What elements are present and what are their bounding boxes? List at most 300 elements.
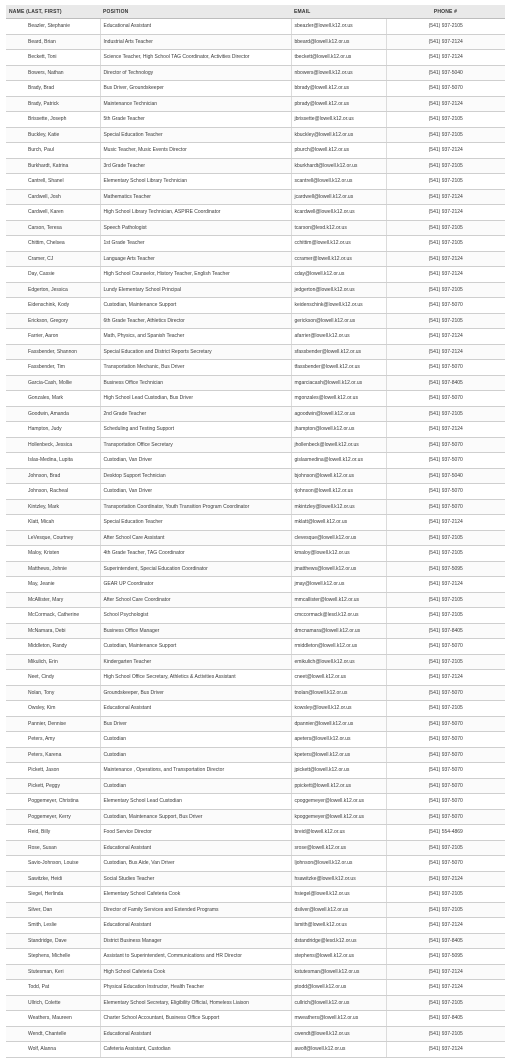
email-cell[interactable]: kcardwell@lowell.k12.or.us [291,205,386,221]
name-cell: Gonzales, Mark [6,391,100,407]
email-cell[interactable]: dpannier@lowell.k12.or.us [291,716,386,732]
table-row [6,437,505,453]
header-phone: PHONE # [386,5,505,19]
table-row [6,298,505,314]
position-cell: After School Care Assistant [100,530,291,546]
phone-cell: (541) 937-2124 [386,1042,505,1058]
phone-cell: (541) 937-5070 [386,809,505,825]
position-cell: Transportation Office Secretary [100,437,291,453]
phone-cell: (541) 937-5095 [386,561,505,577]
name-cell: Carson, Teresa [6,220,100,236]
table-row [6,205,505,221]
phone-cell: (541) 937-2124 [386,918,505,934]
name-cell: Kintzley, Mark [6,499,100,515]
name-cell: Reid, Billy [6,825,100,841]
position-cell: 2nd Grade Teacher [100,406,291,422]
phone-cell: (541) 937-5070 [386,794,505,810]
table-row [6,313,505,329]
phone-cell: (541) 937-5070 [386,778,505,794]
table-row [6,251,505,267]
name-cell: McNamara, Debi [6,623,100,639]
phone-cell: (541) 937-5070 [386,856,505,872]
table-body [6,19,505,1058]
phone-cell: (541) 937-2105 [386,127,505,143]
email-cell[interactable]: kpeters@lowell.k12.or.us [291,747,386,763]
position-cell: 5th Grade Teacher [100,112,291,128]
position-cell: Physical Education Instructor, Health Teacher [100,980,291,996]
email-cell[interactable]: jedgerton@lowell.k12.or.us [291,282,386,298]
email-cell[interactable]: jmatthews@lowell.k12.or.us [291,561,386,577]
phone-cell: (541) 937-5070 [386,437,505,453]
table-row [6,468,505,484]
table-row [6,530,505,546]
position-cell: Custodian [100,747,291,763]
position-cell: Educational Assistant [100,918,291,934]
email-cell[interactable]: nbowers@lowell.k12.or.us [291,65,386,81]
header-position: POSITION [100,5,291,19]
position-cell: Lundy Elementary School Principal [100,282,291,298]
phone-cell: (541) 937-2105 [386,546,505,562]
position-cell: Director of Family Services and Extended Programs [100,902,291,918]
table-row [6,546,505,562]
email-cell[interactable]: ljohnson@lowell.k12.or.us [291,856,386,872]
name-cell: Pickett, Jason [6,763,100,779]
phone-cell: (541) 937-5040 [386,468,505,484]
email-cell[interactable]: cullrich@lowell.k12.or.us [291,995,386,1011]
name-cell: Stephens, Michelle [6,949,100,965]
email-cell[interactable]: srose@lowell.k12.or.us [291,840,386,856]
phone-cell: (541) 937-2124 [386,329,505,345]
table-row [6,220,505,236]
name-cell: McAllister, Mary [6,592,100,608]
position-cell: Custodian, Van Driver [100,453,291,469]
phone-cell: (541) 937-2105 [386,220,505,236]
name-cell: Cramer, CJ [6,251,100,267]
phone-cell: (541) 937-8405 [386,375,505,391]
table-row [6,561,505,577]
table-row [6,189,505,205]
name-cell: Brady, Brad [6,81,100,97]
position-cell: Language Arts Teacher [100,251,291,267]
position-cell: Food Service Director [100,825,291,841]
position-cell: Maintenance , Operations, and Transportation Director [100,763,291,779]
table-row [6,329,505,345]
position-cell: Elementary School Secretary, Eligibility Official, Homeless Liaison [100,995,291,1011]
name-cell: Brady, Patrick [6,96,100,112]
position-cell: Custodian [100,778,291,794]
name-cell: Standridge, Dave [6,933,100,949]
table-row [6,484,505,500]
name-cell: Chittim, Chelsea [6,236,100,252]
name-cell: Stutesman, Keri [6,964,100,980]
name-cell: Erickson, Gregory [6,313,100,329]
email-cell[interactable]: ptodd@lowell.k12.or.us [291,980,386,996]
email-cell[interactable]: cneet@lowell.k12.or.us [291,670,386,686]
name-cell: Poggemeyer, Kerry [6,809,100,825]
position-cell: Charter School Accountant, Business Office Support [100,1011,291,1027]
email-cell[interactable]: cmccormack@lesd.k12.or.us [291,608,386,624]
table-row [6,871,505,887]
table-row [6,592,505,608]
table-row [6,391,505,407]
email-cell[interactable]: hsawitzke@lowell.k12.or.us [291,871,386,887]
position-cell: Custodian [100,732,291,748]
name-cell: Siegel, Herlinda [6,887,100,903]
phone-cell: (541) 937-5070 [386,747,505,763]
position-cell: Special Education Teacher [100,127,291,143]
phone-cell: (541) 937-5070 [386,732,505,748]
name-cell: Hollenbeck, Jessica [6,437,100,453]
position-cell: 1st Grade Teacher [100,236,291,252]
email-cell[interactable]: pburch@lowell.k12.or.us [291,143,386,159]
table-row [6,515,505,531]
phone-cell: (541) 937-2105 [386,592,505,608]
table-row [6,964,505,980]
name-cell: Middleton, Randy [6,639,100,655]
email-cell[interactable]: apeters@lowell.k12.or.us [291,732,386,748]
position-cell: Math, Physics, and Spanish Teacher [100,329,291,345]
email-cell[interactable]: afarrier@lowell.k12.or.us [291,329,386,345]
table-row [6,794,505,810]
table-row [6,81,505,97]
phone-cell: (541) 937-2124 [386,964,505,980]
name-cell: Islas-Medina, Lupita [6,453,100,469]
phone-cell: (541) 937-2105 [386,19,505,35]
position-cell: Business Office Manager [100,623,291,639]
name-cell: Peters, Karena [6,747,100,763]
email-cell[interactable]: kpoggemeyer@lowell.k12.or.us [291,809,386,825]
name-cell: May, Jeanie [6,577,100,593]
name-cell: Beard, Brian [6,34,100,50]
position-cell: Superintendent, Special Education Coordinator [100,561,291,577]
table-row [6,65,505,81]
email-cell[interactable]: dmcnamara@lowell.k12.or.us [291,623,386,639]
name-cell: Nolan, Tony [6,685,100,701]
name-cell: Wendt, Chantelle [6,1026,100,1042]
position-cell: District Business Manager [100,933,291,949]
position-cell: Elementary School Library Technician [100,174,291,190]
name-cell: Burch, Paul [6,143,100,159]
email-cell[interactable]: kowsley@lowell.k12.or.us [291,701,386,717]
phone-cell: (541) 937-2124 [386,96,505,112]
email-cell[interactable]: scantrell@lowell.k12.or.us [291,174,386,190]
name-cell: Cardwell, Josh [6,189,100,205]
name-cell: Ullrich, Colette [6,995,100,1011]
phone-cell: (541) 554-4869 [386,825,505,841]
phone-cell: (541) 937-8405 [386,623,505,639]
phone-cell: (541) 937-2124 [386,189,505,205]
email-cell[interactable]: bbrady@lowell.k12.or.us [291,81,386,97]
table-row [6,902,505,918]
name-cell: Fassbender, Tim [6,360,100,376]
email-cell[interactable]: cpoggemeyer@lowell.k12.or.us [291,794,386,810]
email-cell[interactable]: agoodwin@lowell.k12.or.us [291,406,386,422]
email-cell[interactable]: kmaloy@lowell.k12.or.us [291,546,386,562]
name-cell: Fassbender, Shannon [6,344,100,360]
table-row [6,406,505,422]
table-row [6,840,505,856]
email-cell[interactable]: bbeard@lowell.k12.or.us [291,34,386,50]
header-row [6,5,505,19]
position-cell: Custodian, Bus Aide, Van Driver [100,856,291,872]
phone-cell: (541) 937-5070 [386,763,505,779]
position-cell: Scheduling and Testing Support [100,422,291,438]
name-cell: Neet, Cindy [6,670,100,686]
name-cell: Beckett, Toni [6,50,100,66]
phone-cell: (541) 937-2105 [386,995,505,1011]
phone-cell: (541) 937-5070 [386,685,505,701]
phone-cell: (541) 937-2124 [386,422,505,438]
name-cell: Garcia-Cash, Mollie [6,375,100,391]
email-cell[interactable]: jhollenbeck@lowell.k12.or.us [291,437,386,453]
email-cell[interactable]: hsiegel@lowell.k12.or.us [291,887,386,903]
table-row [6,143,505,159]
name-cell: Mikulich, Erin [6,654,100,670]
table-row [6,809,505,825]
name-cell: Beazler, Stephanie [6,19,100,35]
position-cell: High School Office Secretary, Athletics & Activities Assistant [100,670,291,686]
table-row [6,933,505,949]
email-cell[interactable]: tbeckett@lowell.k12.or.us [291,50,386,66]
position-cell: Custodian, Maintenance Support [100,639,291,655]
email-cell[interactable]: tcarson@lesd.k12.or.us [291,220,386,236]
name-cell: Day, Cassie [6,267,100,283]
email-cell[interactable]: clevesque@lowell.k12.or.us [291,530,386,546]
position-cell: Speech Pathologist [100,220,291,236]
name-cell: Rose, Susan [6,840,100,856]
name-cell: Burkhardt, Katrina [6,158,100,174]
phone-cell: (541) 937-2124 [386,980,505,996]
email-cell[interactable]: mweathers@lowell.k12.or.us [291,1011,386,1027]
table-row [6,1026,505,1042]
email-cell[interactable]: jmay@lowell.k12.or.us [291,577,386,593]
position-cell: High School Counselor, History Teacher, English Teacher [100,267,291,283]
email-cell[interactable]: keidenschink@lowell.k12.or.us [291,298,386,314]
email-cell[interactable]: mgonzales@lowell.k12.or.us [291,391,386,407]
email-cell[interactable]: jpickett@lowell.k12.or.us [291,763,386,779]
phone-cell: (541) 937-2105 [386,701,505,717]
position-cell: Educational Assistant [100,19,291,35]
position-cell: Mathematics Teacher [100,189,291,205]
position-cell: High School Library Technician, ASPIRE Coordinator [100,205,291,221]
email-cell[interactable]: mklatt@lowell.k12.or.us [291,515,386,531]
position-cell: Educational Assistant [100,1026,291,1042]
name-cell: Cardwell, Karen [6,205,100,221]
table-row [6,453,505,469]
email-cell[interactable]: dstandridge@lesd.k12.or.us [291,933,386,949]
email-cell[interactable]: kburkhardt@lowell.k12.or.us [291,158,386,174]
position-cell: Music Teacher, Music Events Director [100,143,291,159]
name-cell: Todd, Pat [6,980,100,996]
email-cell[interactable]: mmcallister@lowell.k12.or.us [291,592,386,608]
table-row [6,701,505,717]
email-cell[interactable]: jbrissette@lowell.k12.or.us [291,112,386,128]
table-row [6,732,505,748]
email-cell[interactable]: ppickett@lowell.k12.or.us [291,778,386,794]
position-cell: Custodian, Van Driver [100,484,291,500]
email-cell[interactable]: stephens@lowell.k12.or.us [291,949,386,965]
table-row [6,995,505,1011]
name-cell: Johnson, Racheal [6,484,100,500]
email-cell[interactable]: sfassbender@lowell.k12.or.us [291,344,386,360]
table-header [6,5,505,19]
table-row [6,654,505,670]
phone-cell: (541) 937-2105 [386,902,505,918]
name-cell: Sawitzke, Heidi [6,871,100,887]
email-cell[interactable]: tfassbender@lowell.k12.or.us [291,360,386,376]
phone-cell: (541) 937-2124 [386,251,505,267]
phone-cell: (541) 937-2124 [386,344,505,360]
name-cell: Johnson, Brad [6,468,100,484]
position-cell: High School Lead Custodian, Bus Driver [100,391,291,407]
table-row [6,670,505,686]
name-cell: Cantrell, Shanel [6,174,100,190]
phone-cell: (541) 937-2124 [386,34,505,50]
phone-cell: (541) 937-5070 [386,499,505,515]
email-cell[interactable]: awolf@lowell.k12.or.us [291,1042,386,1058]
table-row [6,825,505,841]
table-row [6,639,505,655]
phone-cell: (541) 937-5070 [386,81,505,97]
table-row [6,716,505,732]
phone-cell: (541) 937-5095 [386,949,505,965]
table-row [6,949,505,965]
table-row [6,360,505,376]
phone-cell: (541) 937-8405 [386,1011,505,1027]
position-cell: GEAR UP Coordinator [100,577,291,593]
name-cell: Eidenschink, Kody [6,298,100,314]
name-cell: Hampton, Judy [6,422,100,438]
table-row [6,34,505,50]
phone-cell: (541) 937-2105 [386,282,505,298]
position-cell: Special Education and District Reports Secretary [100,344,291,360]
name-cell: Pannier, Dennise [6,716,100,732]
phone-cell: (541) 937-5070 [386,716,505,732]
table-row [6,158,505,174]
name-cell: Poggemeyer, Christina [6,794,100,810]
phone-cell: (541) 937-2105 [386,840,505,856]
table-row [6,499,505,515]
staff-table [6,5,505,1058]
phone-cell: (541) 937-5070 [386,453,505,469]
email-cell[interactable]: cwendt@lowell.k12.or.us [291,1026,386,1042]
phone-cell: (541) 937-2105 [386,887,505,903]
table-row [6,887,505,903]
name-cell: McCormack, Catherine [6,608,100,624]
phone-cell: (541) 937-2124 [386,267,505,283]
position-cell: Science Teacher, High School TAG Coordinator, Activities Director [100,50,291,66]
phone-cell: (541) 937-2105 [386,313,505,329]
email-cell[interactable]: ccramer@lowell.k12.or.us [291,251,386,267]
email-cell[interactable]: sbeazler@lowell.k12.or.us [291,19,386,35]
phone-cell: (541) 937-5070 [386,639,505,655]
position-cell: 6th Grade Teacher, Athletics Director [100,313,291,329]
email-cell[interactable]: lsmith@lowell.k12.or.us [291,918,386,934]
email-cell[interactable]: gerickson@lowell.k12.or.us [291,313,386,329]
position-cell: Director of Technology [100,65,291,81]
table-row [6,763,505,779]
name-cell: Edgerton, Jessica [6,282,100,298]
table-row [6,980,505,996]
position-cell: Kindergarten Teacher [100,654,291,670]
name-cell: Pickett, Peggy [6,778,100,794]
email-cell[interactable]: rmiddleton@lowell.k12.or.us [291,639,386,655]
email-cell[interactable]: gislasmedina@lowell.k12.or.us [291,453,386,469]
name-cell: Matthews, Johnie [6,561,100,577]
position-cell: Custodian, Maintenance Support, Bus Driver [100,809,291,825]
table-row [6,685,505,701]
position-cell: After School Care Coordinator [100,592,291,608]
phone-cell: (541) 937-2124 [386,577,505,593]
table-row [6,282,505,298]
position-cell: Assistant to Superintendent, Communications and HR Director [100,949,291,965]
name-cell: LeVesque, Courtney [6,530,100,546]
table-row [6,19,505,35]
position-cell: Special Education Teacher [100,515,291,531]
name-cell: Owsley, Kim [6,701,100,717]
email-cell[interactable]: kbuckley@lowell.k12.or.us [291,127,386,143]
email-cell[interactable]: jcardwell@lowell.k12.or.us [291,189,386,205]
name-cell: Savio-Johnson, Louise [6,856,100,872]
position-cell: Maintenance Technician [100,96,291,112]
name-cell: Smith, Leslie [6,918,100,934]
position-cell: 4th Grade Teacher, TAG Coordinator [100,546,291,562]
name-cell: Silver, Dan [6,902,100,918]
name-cell: Maloy, Kristen [6,546,100,562]
table-row [6,623,505,639]
phone-cell: (541) 937-2124 [386,143,505,159]
phone-cell: (541) 937-2124 [386,205,505,221]
staff-directory [6,5,505,1058]
phone-cell: (541) 937-2105 [386,654,505,670]
table-row [6,918,505,934]
phone-cell: (541) 937-2105 [386,174,505,190]
email-cell[interactable]: emikulich@lowell.k12.or.us [291,654,386,670]
table-row [6,577,505,593]
email-cell[interactable]: breid@lowell.k12.or.us [291,825,386,841]
email-cell[interactable]: cchittim@lowell.k12.or.us [291,236,386,252]
table-row [6,375,505,391]
phone-cell: (541) 937-2124 [386,50,505,66]
email-cell[interactable]: pbrady@lowell.k12.or.us [291,96,386,112]
position-cell: Elementary School Lead Custodian [100,794,291,810]
name-cell: Bowers, Nathan [6,65,100,81]
email-cell[interactable]: tnolan@lowell.k12.or.us [291,685,386,701]
email-cell[interactable]: mkintzley@lowell.k12.or.us [291,499,386,515]
phone-cell: (541) 937-2105 [386,236,505,252]
table-row [6,267,505,283]
phone-cell: (541) 937-5040 [386,65,505,81]
phone-cell: (541) 937-2105 [386,1026,505,1042]
email-cell[interactable]: bjohnson@lowell.k12.or.us [291,468,386,484]
header-name: NAME (LAST, FIRST) [6,5,100,19]
phone-cell: (541) 937-5070 [386,391,505,407]
phone-cell: (541) 937-5070 [386,484,505,500]
email-cell[interactable]: rjohnson@lowell.k12.or.us [291,484,386,500]
email-cell[interactable]: cday@lowell.k12.or.us [291,267,386,283]
phone-cell: (541) 937-2105 [386,608,505,624]
table-row [6,856,505,872]
email-cell[interactable]: jhampton@lowell.k12.or.us [291,422,386,438]
name-cell: Brissette, Joseph [6,112,100,128]
position-cell: Elementary School Cafeteria Cook [100,887,291,903]
table-row [6,1042,505,1058]
email-cell[interactable]: kstutesman@lowell.k12.or.us [291,964,386,980]
position-cell: Desktop Support Technician [100,468,291,484]
email-cell[interactable]: dsilver@lowell.k12.or.us [291,902,386,918]
email-cell[interactable]: mgarciacash@lowell.k12.or.us [291,375,386,391]
position-cell: Groundskeeper, Bus Driver [100,685,291,701]
